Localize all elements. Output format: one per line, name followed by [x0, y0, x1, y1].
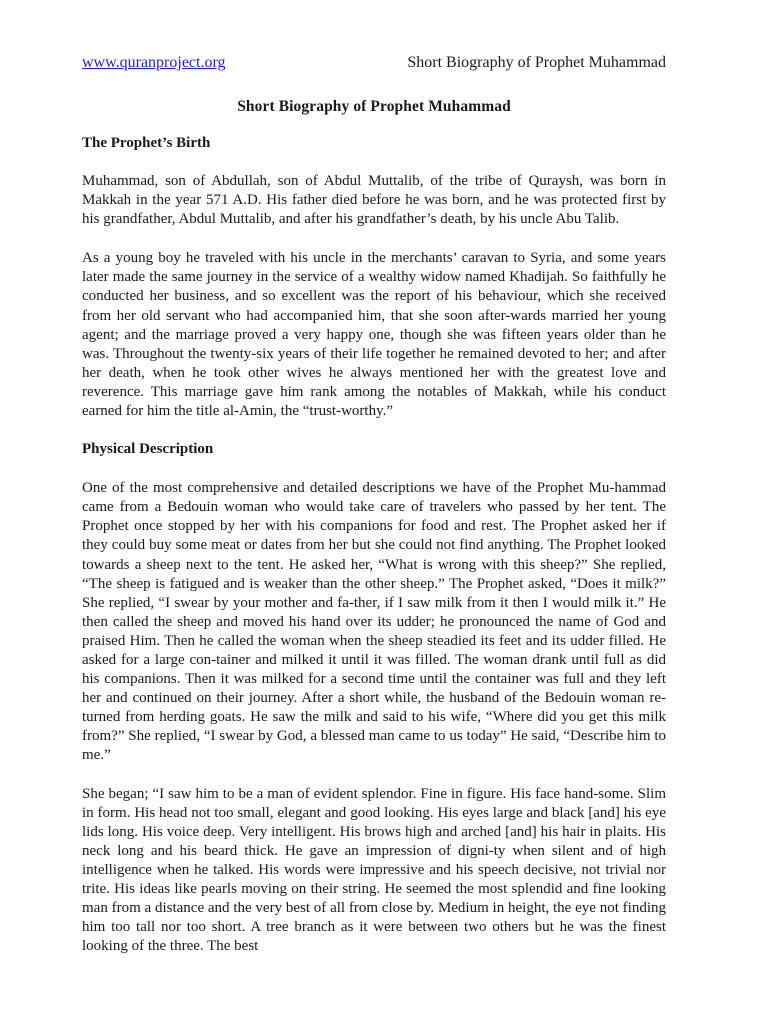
section-heading-birth: The Prophet’s Birth	[82, 135, 211, 151]
document-title: Short Biography of Prophet Muhammad	[237, 98, 511, 115]
website-link[interactable]: www.quranproject.org	[82, 54, 226, 71]
section-heading-physical-description: Physical Description	[82, 441, 214, 458]
page-header	[82, 52, 666, 76]
paragraph-physical-1: One of the most comprehensive and detailed descriptions we have of the Prophet Mu-hammad came from a Bedouin woman who would take care of travelers who passed by her tent. The Prophet once stopped by her with his companions for food and rest. The Prophet asked her if they could buy some meat or dates from her but she could not find anything. The Prophet looked towards a sheep next to the tent. He asked her, “What is wrong with this sheep?” She replied, “The sheep is fatigued and is weaker than the other sheep.” The Prophet asked, “Does it milk?” She replied, “I swear by your mother and fa-ther, if I saw milk from it then I would milk it.” He then called the sheep and moved his hand over its udder; he pronounced the name of God and praised Him. Then he called the woman when the sheep steadied its feet and its udder filled. He asked for a large con-tainer and milked it until it was filled. The woman drank until full as did his companions. Then it was milked for a second time until the container was full and they left her and continued on their journey. After a short while, the husband of the Bedouin woman re-turned from herding goats. He saw the milk and said to his wife, “Where did you get this milk from?” She replied, “I swear by God, a blessed man came to us today” He said, “Describe him to me.”	[82, 480, 666, 764]
paragraph-birth-1: Muhammad, son of Abdullah, son of Abdul Muttalib, of the tribe of Quraysh, was born in Makkah in the year 571 A.D. His father died before he was born, and he was protected first by his grandfather, Abdul Muttalib, and after his grandfather’s death, by his uncle Abu Talib.	[82, 173, 666, 228]
paragraph-birth-2: As a young boy he traveled with his uncle in the merchants’ caravan to Syria, and some years later made the same journey in the service of a wealthy widow named Khadijah. So faithfully he conducted her business, and so excellent was the report of his behaviour, which she received from her old servant who had accompanied him, that she soon after-wards married her young agent; and the marriage proved a very happy one, though she was fifteen years older than he was. Throughout the twenty-six years of their life together he remained devoted to her; and after her death, when he took other wives he always mentioned her with the greatest love and reverence. This marriage gave him rank among the notables of Makkah, while his conduct earned for him the title al-Amin, the “trust-worthy.”	[82, 250, 666, 420]
running-title: Short Biography of Prophet Muhammad	[407, 54, 666, 71]
paragraph-physical-2: She began; “I saw him to be a man of evident splendor. Fine in figure. His face hand-some. Slim in form. His head not too small, elegant and good looking. His eyes large and black [and] his eye lids long. His voice deep. Very intelligent. His brows high and arched [and] his hair in plaits. His neck long and his beard thick. He gave an impression of digni-ty when silent and of high intelligence when he talked. His words were impressive and his speech decisive, not trivial nor trite. His ideas like pearls moving on their string. He seemed the most splendid and fine looking man from a distance and the very best of all from close by. Medium in height, the eye not finding him too tall nor too short. A tree branch as it were between two others but he was the finest looking of the three. The best	[82, 785, 666, 955]
